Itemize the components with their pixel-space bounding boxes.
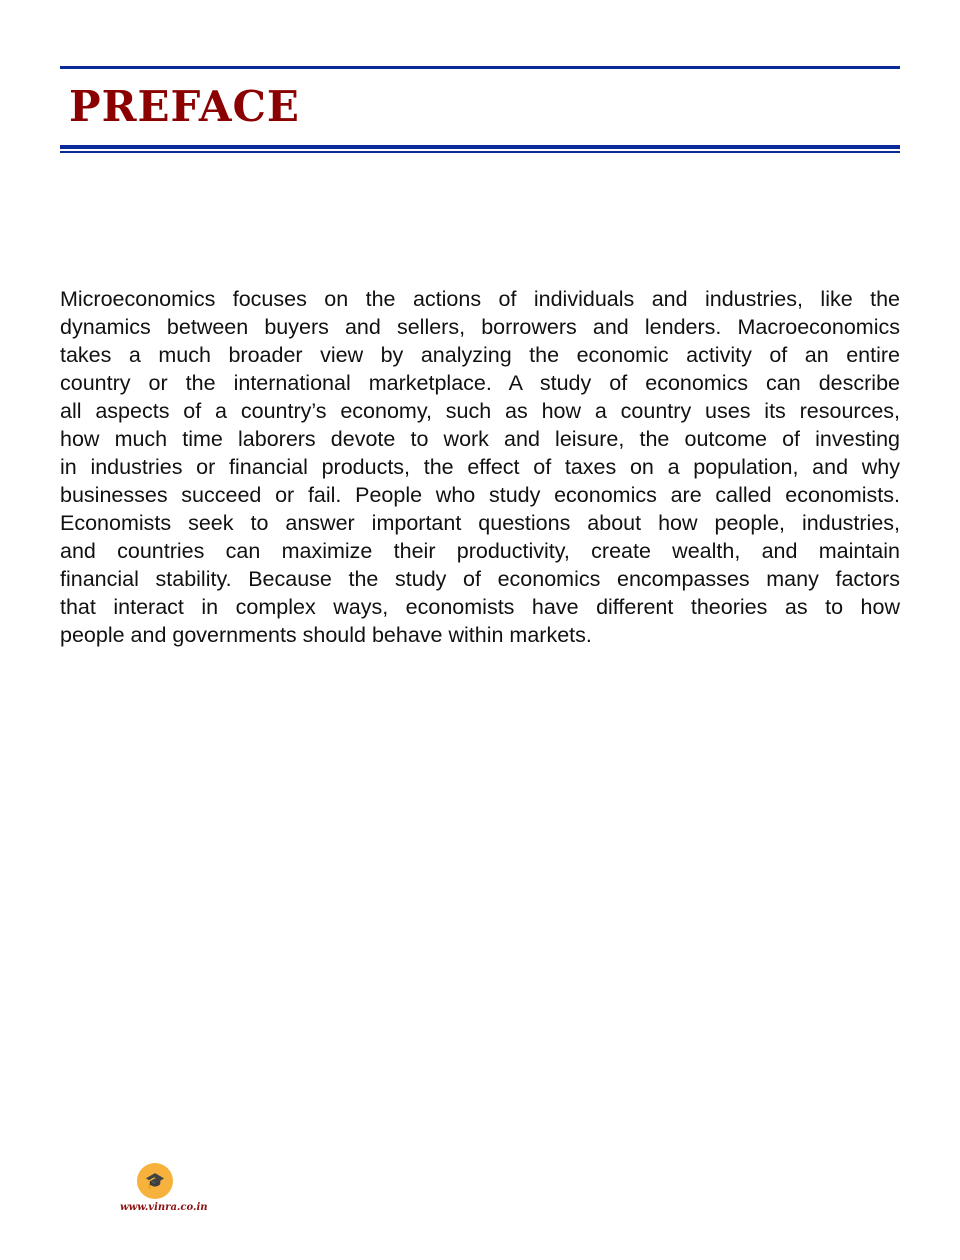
- body-line: financial stability. Because the study of economics encompasses many factors: [60, 567, 900, 591]
- body-line: people and governments should behave within markets.: [60, 623, 592, 647]
- body-line: Economists seek to answer important questions about how people, industries,: [60, 511, 900, 535]
- body-line: all aspects of a country’s economy, such as how a country uses its resources,: [60, 399, 900, 423]
- header-top-rule: [60, 66, 900, 69]
- graduation-cap-icon: 🎓: [137, 1163, 173, 1199]
- preface-body: [60, 285, 900, 649]
- body-line: Microeconomics focuses on the actions of individuals and industries, like the: [60, 287, 900, 311]
- body-line: and countries can maximize their productivity, create wealth, and maintain: [60, 539, 900, 563]
- body-line: how much time laborers devote to work and leisure, the outcome of investing: [60, 427, 900, 451]
- header-bottom-rule-thick: [60, 145, 900, 149]
- body-line: takes a much broader view by analyzing the economic activity of an entire: [60, 343, 900, 367]
- body-line: that interact in complex ways, economists have different theories as to how: [60, 595, 900, 619]
- body-line: dynamics between buyers and sellers, borrowers and lenders. Macroeconomics: [60, 315, 900, 339]
- body-line: country or the international marketplace. A study of economics can describe: [60, 371, 900, 395]
- header-bottom-rule-thin: [60, 151, 900, 153]
- page-title: PREFACE: [69, 82, 300, 131]
- body-line: businesses succeed or fail. People who study economics are called economists.: [60, 483, 900, 507]
- footer-url[interactable]: www.vinra.co.in: [120, 1202, 208, 1213]
- body-line: in industries or financial products, the effect of taxes on a population, and why: [60, 455, 900, 479]
